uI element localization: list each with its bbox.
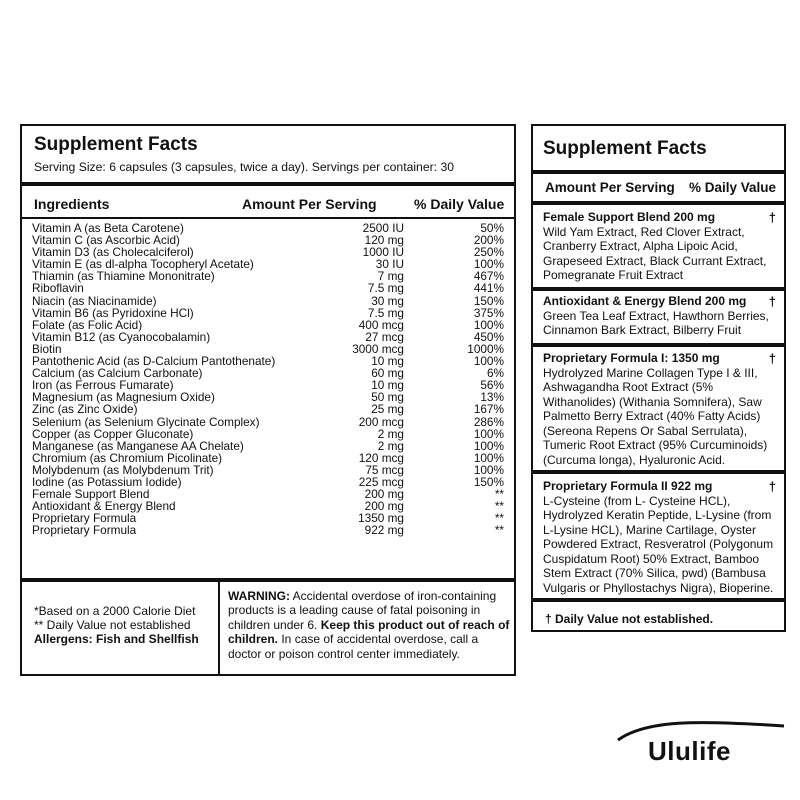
ingredient-amount: 10 mg: [371, 354, 404, 369]
ingredient-daily-value: 250%: [473, 245, 504, 260]
ingredient-amount: 922 mg: [364, 523, 404, 538]
ingredient-daily-value: 100%: [473, 450, 504, 465]
blend-title: Proprietary Formula I: 1350 mg: [543, 351, 720, 365]
ingredient-amount: 25 mg: [371, 402, 404, 417]
divider: [533, 343, 784, 347]
ingredient-amount: 30 mg: [371, 293, 404, 308]
ingredient-daily-value: **: [494, 523, 504, 538]
ingredient-amount: 75 mcg: [365, 462, 404, 477]
ingredient-name: Vitamin C (as Ascorbic Acid): [32, 233, 180, 248]
ingredient-daily-value: 1000%: [467, 341, 504, 356]
allergens-note: Allergens: Fish and Shellfish: [34, 632, 199, 646]
ingredient-name: Proprietary Formula: [32, 511, 137, 526]
amount-header: Amount Per Serving: [545, 180, 675, 195]
ingredient-name: Vitamin B6 (as Pyridoxine HCl): [32, 305, 194, 320]
ingredient-daily-value: 467%: [473, 269, 504, 284]
ingredient-amount: 225 mcg: [358, 474, 404, 489]
ingredient-amount: 7.5 mg: [367, 305, 404, 320]
blend-antioxidant-energy: [543, 294, 779, 338]
ingredient-name: Magnesium (as Magnesium Oxide): [32, 390, 215, 405]
warning-body-1: Accidental overdose of iron-containing products is a leading cause of fatal poisoning in children under 6.: [228, 589, 497, 632]
ingredient-amount: 1350 mg: [358, 511, 404, 526]
ingredient-daily-value: 150%: [473, 474, 504, 489]
footer-divider: [218, 582, 220, 676]
ingredient-daily-value: 100%: [473, 354, 504, 369]
supplement-facts-panel: [20, 124, 516, 676]
ingredient-amount: 200 mg: [364, 499, 404, 514]
ingredient-name: Riboflavin: [32, 281, 84, 296]
ingredient-row: [32, 270, 506, 282]
daily-value-header: % Daily Value: [689, 180, 777, 195]
ingredient-daily-value: 100%: [473, 438, 504, 453]
ingredient-daily-value: 6%: [486, 366, 504, 381]
blend-female-support: [543, 210, 779, 283]
ingredient-name: Vitamin B12 (as Cyanocobalamin): [32, 329, 211, 344]
ingredient-amount: 2 mg: [377, 438, 404, 453]
divider: [533, 201, 784, 205]
warning-body-2: In case of accidental overdose, call a doctor or poison control center immediately.: [228, 632, 479, 661]
ingredient-amount: 60 mg: [371, 366, 404, 381]
ingredient-name: Iron (as Ferrous Fumarate): [32, 378, 174, 393]
ingredient-row: [32, 403, 506, 415]
ingredient-amount: 200 mg: [364, 487, 404, 502]
blend-proprietary-formula-1: [543, 351, 779, 467]
ingredient-row: [32, 295, 506, 307]
ingredients-header: Ingredients: [34, 196, 110, 212]
ingredient-row: [32, 282, 506, 294]
blend-title: Proprietary Formula II 922 mg: [543, 479, 713, 493]
blend-body: Green Tea Leaf Extract, Hawthorn Berries, Cinnamon Bark Extract, Bilberry Fruit: [543, 308, 769, 337]
ingredient-amount: 50 mg: [371, 390, 404, 405]
ingredient-name: Selenium (as Selenium Glycinate Complex): [32, 414, 260, 429]
ingredient-daily-value: 13%: [480, 390, 504, 405]
divider: [533, 170, 784, 174]
panel-title: Supplement Facts: [543, 138, 707, 159]
ingredient-daily-value: 56%: [480, 378, 504, 393]
ingredient-amount: 7 mg: [377, 269, 404, 284]
ingredient-amount: 3000 mcg: [352, 341, 404, 356]
ingredient-daily-value: 50%: [480, 221, 504, 235]
dagger-mark: †: [768, 294, 776, 309]
dagger-mark: †: [768, 351, 776, 366]
ingredient-row: [32, 331, 506, 343]
ingredient-name: Female Support Blend: [32, 487, 150, 502]
ingredient-amount: 2 mg: [377, 426, 404, 441]
ingredient-daily-value: 200%: [473, 233, 504, 248]
divider: [533, 598, 784, 602]
ingredient-row: [32, 307, 506, 319]
ingredient-amount: 7.5 mg: [367, 281, 404, 296]
brand-logo: [616, 718, 786, 778]
ingredient-name: Niacin (as Niacinamide): [32, 293, 157, 308]
blend-facts-panel: [531, 124, 786, 632]
ingredient-daily-value: **: [494, 511, 504, 526]
ingredient-amount: 400 mcg: [358, 317, 404, 332]
ingredient-name: Manganese (as Manganese AA Chelate): [32, 438, 244, 453]
ingredient-name: Vitamin D3 (as Cholecalciferol): [32, 245, 194, 260]
ingredient-daily-value: 375%: [473, 305, 504, 320]
ingredient-daily-value: 100%: [473, 317, 504, 332]
ingredient-daily-value: 100%: [473, 426, 504, 441]
blend-body: Hydrolyzed Marine Collagen Type I & III, Ashwagandha Root Extract (5% Withanolides) (Withania Somnifera), Saw Palmetto Berry Extract (40% Fatty Acids) (Sereona Repens Or Sabal Serrulata), Tumeric Root Extract (95% Curcuminoids) (Curcuma longa), Hyaluronic Acid.: [543, 365, 768, 467]
blend-title: Antioxidant & Energy Blend 200 mg: [543, 294, 747, 308]
ingredient-daily-value: **: [494, 487, 504, 502]
ingredient-name: Vitamin A (as Beta Carotene): [32, 221, 184, 235]
ingredient-daily-value: 100%: [473, 462, 504, 477]
divider: [22, 217, 514, 219]
ingredient-daily-value: 100%: [473, 257, 504, 272]
amount-header: Amount Per Serving: [242, 196, 377, 212]
ingredient-row: [32, 440, 506, 452]
ingredient-daily-value: 167%: [473, 402, 504, 417]
ingredient-name: Zinc (as Zinc Oxide): [32, 402, 138, 417]
ingredient-list: [32, 222, 506, 536]
blend-proprietary-formula-2: [543, 479, 779, 595]
blend-body: L-Cysteine (from L- Cysteine HCL), Hydrolyzed Keratin Peptide, L-Lysine (from L-Lysine HCL), Marine Cartilage, Oyster Powdered Extract, Resveratrol (Polygonum Cuspidatum Root) 50% Extract, Bamboo Stem Extract (70% Silica, pwd) (Bambusa Vulgaris or Phyllostachys Nigra), Bioperine.: [543, 493, 774, 595]
panel-title: Supplement Facts: [34, 134, 198, 155]
ingredient-name: Thiamin (as Thiamine Mononitrate): [32, 269, 215, 284]
ingredient-row: [32, 428, 506, 440]
ingredient-amount: 120 mg: [364, 233, 404, 248]
warning-text: [228, 589, 510, 661]
warning-label: WARNING:: [228, 589, 290, 603]
ingredient-name: Biotin: [32, 341, 62, 356]
footnote-daily-value: ** Daily Value not established: [34, 618, 191, 632]
ingredient-amount: 200 mcg: [358, 414, 404, 429]
logo-text: Ululife: [648, 736, 731, 766]
ingredient-daily-value: 441%: [473, 281, 504, 296]
dagger-mark: †: [768, 479, 776, 494]
ingredient-amount: 10 mg: [371, 378, 404, 393]
ingredient-name: Vitamin E (as dl-alpha Tocopheryl Acetate): [32, 257, 254, 272]
ingredient-daily-value: 286%: [473, 414, 504, 429]
divider: [533, 470, 784, 474]
warning-bold: Keep this product out of reach of children.: [228, 617, 510, 647]
footnotes: [34, 604, 199, 646]
ingredient-name: Iodine (as Potassium Iodide): [32, 474, 182, 489]
divider: [22, 578, 514, 582]
daily-value-header: % Daily Value: [414, 196, 505, 212]
ingredient-row: [32, 524, 506, 536]
serving-info: Serving Size: 6 capsules (3 capsules, twice a day). Servings per container: 30: [34, 160, 455, 174]
dagger-mark: †: [768, 210, 776, 225]
dagger-footnote: † Daily Value not established.: [545, 612, 714, 626]
blend-body: Wild Yam Extract, Red Clover Extract, Cranberry Extract, Alpha Lipoic Acid, Grapeseed Extract, Black Currant Extract, Pomegranate Fruit Extract: [543, 224, 767, 282]
ingredient-daily-value: 450%: [473, 329, 504, 344]
ingredient-name: Calcium (as Calcium Carbonate): [32, 366, 203, 381]
ingredient-name: Chromium (as Chromium Picolinate): [32, 450, 223, 465]
ingredient-daily-value: 150%: [473, 293, 504, 308]
ingredient-name: Proprietary Formula: [32, 523, 137, 538]
ingredient-daily-value: **: [494, 499, 504, 514]
divider: [22, 182, 514, 186]
ingredient-name: Molybdenum (as Molybdenum Trit): [32, 462, 214, 477]
ingredient-amount: 27 mcg: [365, 329, 404, 344]
ingredient-row: [32, 416, 506, 428]
ingredient-amount: 30 IU: [375, 257, 404, 272]
ingredient-name: Folate (as Folic Acid): [32, 317, 143, 332]
ingredient-amount: 1000 IU: [362, 245, 404, 260]
ingredient-amount: 2500 IU: [362, 221, 404, 235]
footnote-calorie: *Based on a 2000 Calorie Diet: [34, 604, 196, 618]
ingredient-name: Antioxidant & Energy Blend: [32, 499, 176, 514]
blend-title: Female Support Blend 200 mg: [543, 210, 716, 224]
ingredient-name: Copper (as Copper Gluconate): [32, 426, 194, 441]
divider: [533, 287, 784, 291]
ingredient-amount: 120 mcg: [358, 450, 404, 465]
ingredient-name: Pantothenic Acid (as D-Calcium Pantothenate): [32, 354, 276, 369]
